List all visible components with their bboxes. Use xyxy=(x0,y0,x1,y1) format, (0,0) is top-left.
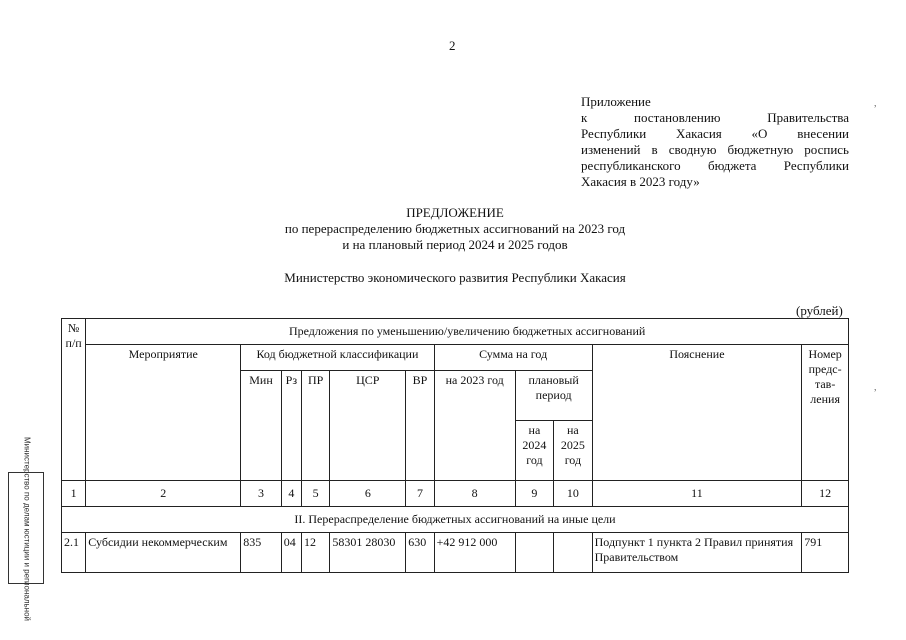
header-2025: на 2025 год xyxy=(554,421,592,481)
row-number: 791 xyxy=(802,533,849,573)
header-planned: плановый период xyxy=(515,371,592,421)
appendix-line: Приложение xyxy=(581,94,651,109)
header-number: Номер предс- тав- ления xyxy=(802,345,849,481)
header-2024: на 2024 год xyxy=(515,421,553,481)
header-row xyxy=(62,319,849,345)
margin-mark: , xyxy=(874,382,877,393)
header-vr: ВР xyxy=(406,371,434,481)
header-explanation: Пояснение xyxy=(592,345,802,481)
row-pr: 12 xyxy=(302,533,330,573)
column-number: 2 xyxy=(86,481,241,507)
row-vr: 630 xyxy=(406,533,434,573)
column-number: 11 xyxy=(592,481,802,507)
header-csr: ЦСР xyxy=(330,371,406,481)
column-number: 4 xyxy=(281,481,301,507)
row-num: 2.1 xyxy=(62,533,86,573)
header-row xyxy=(62,345,849,371)
column-number: 6 xyxy=(330,481,406,507)
header-rz: Рз xyxy=(281,371,301,481)
margin-mark: , xyxy=(874,98,877,109)
row-2025 xyxy=(554,533,592,573)
section-row xyxy=(62,507,849,533)
row-csr: 58301 28030 xyxy=(330,533,406,573)
side-stamp-text: Министерство по делам юстиции и региональной xyxy=(22,436,32,622)
header-2023: на 2023 год xyxy=(434,371,515,481)
column-number: 10 xyxy=(554,481,592,507)
title-line: и на плановый период 2024 и 2025 годов xyxy=(342,237,568,252)
title-main: ПРЕДЛОЖЕНИЕ xyxy=(406,205,504,220)
column-number: 7 xyxy=(406,481,434,507)
column-number: 1 xyxy=(62,481,86,507)
row-event: Субсидии некоммерческим xyxy=(86,533,241,573)
header-num: № п/п xyxy=(62,319,86,481)
appendix-line: Республики Хакасия «О внесении xyxy=(581,126,849,141)
header-code: Код бюджетной классификации xyxy=(241,345,434,371)
document-title xyxy=(200,205,710,253)
table-row xyxy=(62,533,849,573)
column-number: 3 xyxy=(241,481,282,507)
title-line: по перераспределению бюджетных ассигнований на 2023 год xyxy=(284,221,626,236)
row-min: 835 xyxy=(241,533,282,573)
appendix-line: к постановлению Правительства xyxy=(581,110,849,125)
column-number: 5 xyxy=(302,481,330,507)
header-proposals: Предложения по уменьшению/увеличению бюджетных ассигнований xyxy=(86,319,849,345)
row-explanation: Подпункт 1 пункта 2 Правил принятия Правительством xyxy=(592,533,802,573)
appendix-line: республиканского бюджета Республики xyxy=(581,158,849,173)
row-2023: +42 912 000 xyxy=(434,533,515,573)
column-number: 8 xyxy=(434,481,515,507)
column-number: 9 xyxy=(515,481,553,507)
side-stamp xyxy=(8,436,44,622)
appendix-block xyxy=(581,94,849,190)
section-title: II. Перераспределение бюджетных ассигнований на иные цели xyxy=(62,507,849,533)
header-sum: Сумма на год xyxy=(434,345,592,371)
header-min: Мин xyxy=(241,371,282,481)
row-rz: 04 xyxy=(281,533,301,573)
header-pr: ПР xyxy=(302,371,330,481)
units-label: (рублей) xyxy=(796,303,843,318)
budget-table xyxy=(61,318,849,573)
column-number: 12 xyxy=(802,481,849,507)
row-2024 xyxy=(515,533,553,573)
header-event: Мероприятие xyxy=(86,345,241,481)
appendix-line: изменений в сводную бюджетную роспись xyxy=(581,142,849,157)
page-number: 2 xyxy=(449,38,456,53)
ministry-name: Министерство экономического развития Республики Хакасия xyxy=(284,270,626,285)
appendix-line: Хакасия в 2023 году» xyxy=(581,174,700,189)
column-number-row xyxy=(62,481,849,507)
